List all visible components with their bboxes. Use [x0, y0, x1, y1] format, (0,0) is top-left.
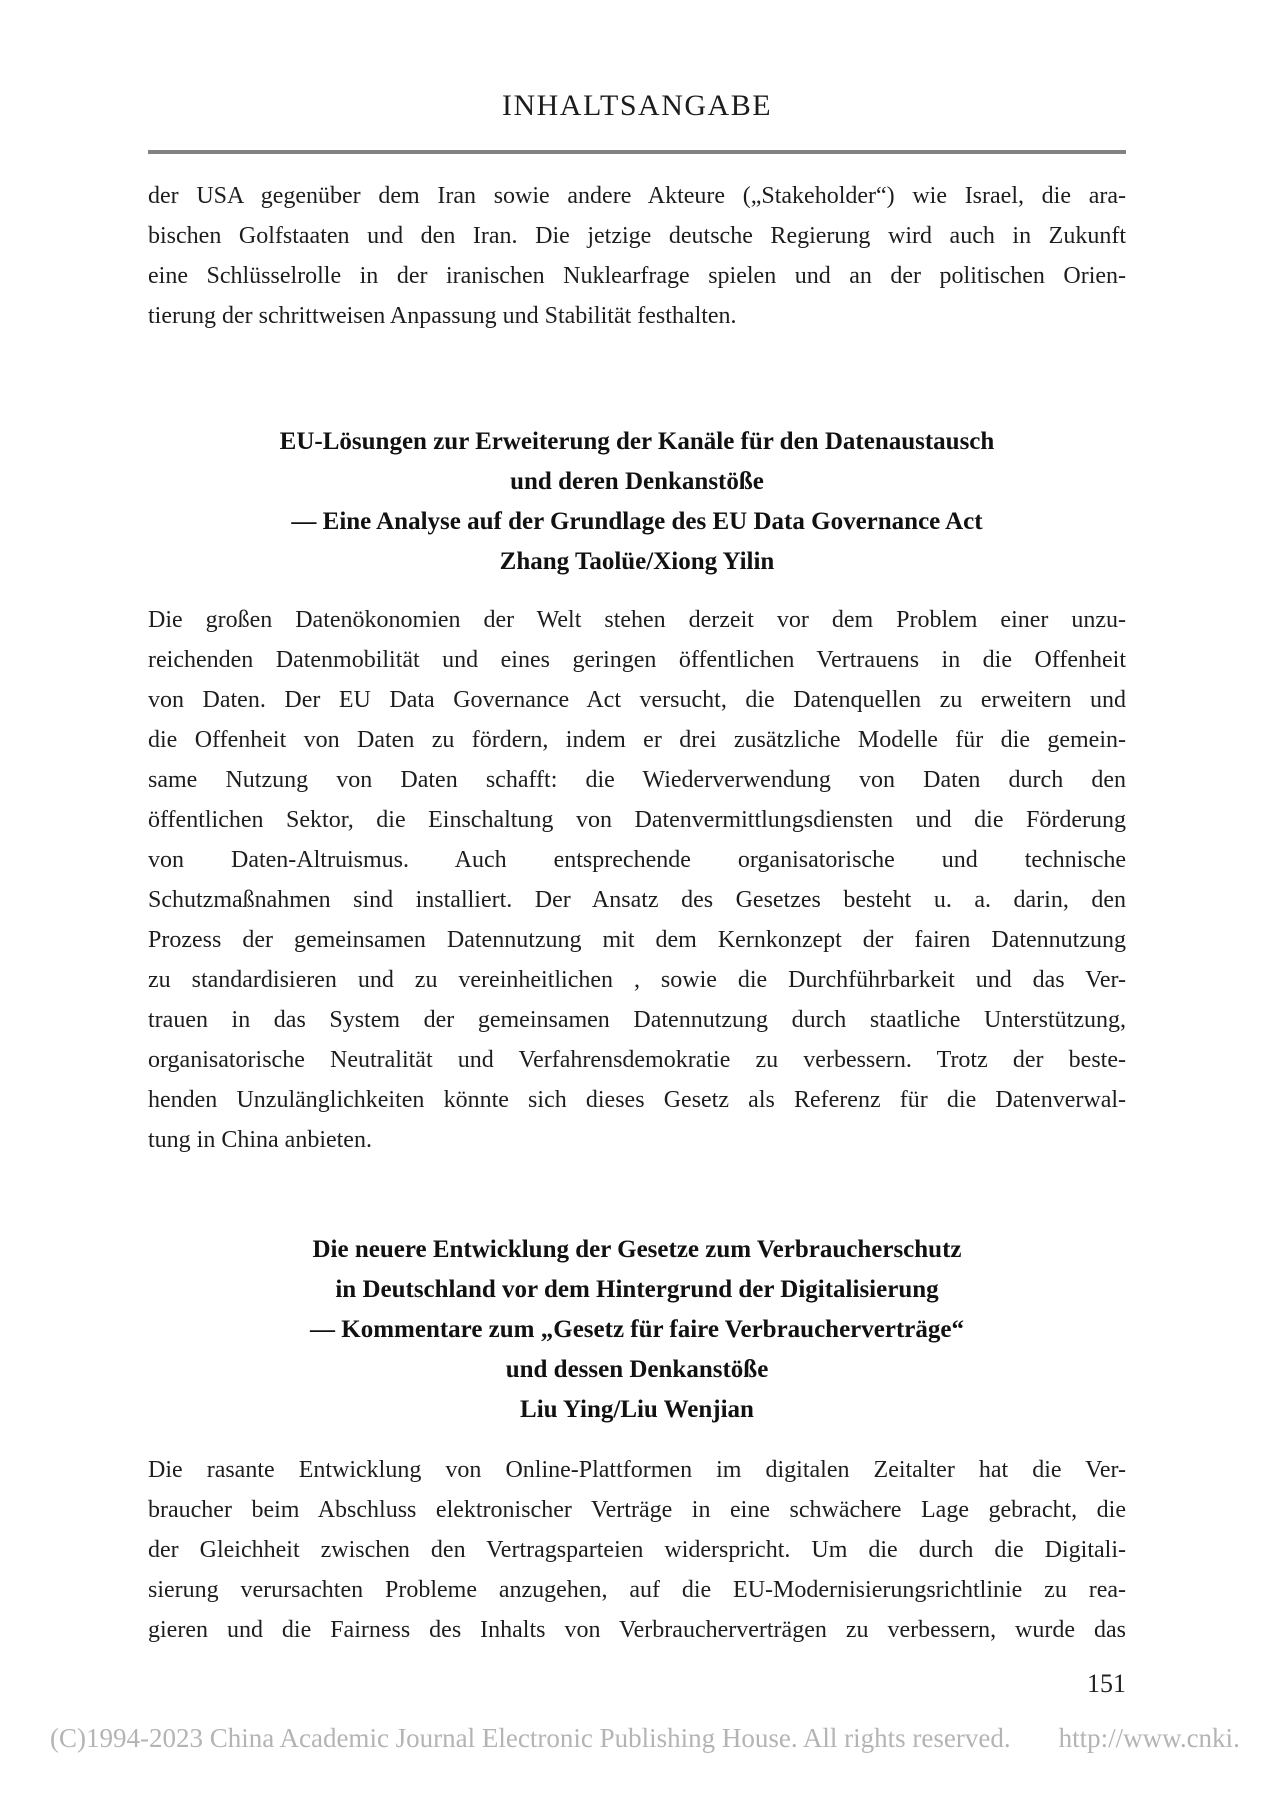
- abstract-line: zu standardisieren und zu vereinheitlichen , sowie die Durchführbarkeit und das Ver-: [148, 967, 1126, 993]
- abstract-line: sierung verursachten Probleme anzugehen, auf die EU-Modernisierungsrichtlinie zu rea-: [148, 1577, 1126, 1603]
- header-divider: [148, 150, 1126, 154]
- intro-line: tierung der schrittweisen Anpassung und Stabilität festhalten.: [148, 303, 737, 329]
- article-1-title-block: [148, 422, 1126, 582]
- article-2-abstract: [148, 1450, 1126, 1650]
- intro-line: eine Schlüsselrolle in der iranischen Nuklearfrage spielen und an der politischen Orien-: [148, 263, 1126, 289]
- copyright-text: (C)1994-2023 China Academic Journal Electronic Publishing House. All rights reserved.: [50, 1723, 1011, 1753]
- copyright-footer: [50, 1718, 1240, 1758]
- abstract-line: same Nutzung von Daten schafft: die Wiederverwendung von Daten durch den: [148, 767, 1126, 793]
- intro-line: bischen Golfstaaten und den Iran. Die jetzige deutsche Regierung wird auch in Zukunft: [148, 223, 1126, 249]
- article-2-title-line: in Deutschland vor dem Hintergrund der Digitalisierung: [335, 1276, 939, 1303]
- page-content: [148, 0, 1126, 1704]
- abstract-line: braucher beim Abschluss elektronischer Verträge in eine schwächere Lage gebracht, die: [148, 1497, 1126, 1523]
- intro-line: der USA gegenüber dem Iran sowie andere Akteure („Stakeholder“) wie Israel, die ara-: [148, 183, 1126, 209]
- abstract-line: Die großen Datenökonomien der Welt stehen derzeit vor dem Problem einer unzu-: [148, 607, 1126, 633]
- toc-heading: INHALTSANGABE: [501, 89, 773, 122]
- article-1-title-line: — Eine Analyse auf der Grundlage des EU Data Governance Act: [291, 508, 983, 535]
- footer-url: http://www.cnki.: [1058, 1723, 1240, 1753]
- abstract-line: öffentlichen Sektor, die Einschaltung von Datenvermittlungsdiensten und die Förderung: [148, 807, 1126, 833]
- abstract-line: Schutzmaßnahmen sind installiert. Der Ansatz des Gesetzes besteht u. a. darin, den: [148, 887, 1126, 913]
- abstract-line: der Gleichheit zwischen den Vertragsparteien widerspricht. Um die durch die Digitali-: [148, 1537, 1126, 1563]
- abstract-line: organisatorische Neutralität und Verfahrensdemokratie zu verbessern. Trotz der beste-: [148, 1047, 1126, 1073]
- abstract-line: Prozess der gemeinsamen Datennutzung mit dem Kernkonzept der fairen Datennutzung: [148, 927, 1126, 953]
- abstract-line: Die rasante Entwicklung von Online-Plattformen im digitalen Zeitalter hat die Ver-: [148, 1457, 1126, 1483]
- abstract-line: gieren und die Fairness des Inhalts von Verbraucherverträgen zu verbessern, wurde das: [148, 1617, 1126, 1643]
- article-1-abstract: [148, 600, 1126, 1160]
- abstract-line: reichenden Datenmobilität und eines geringen öffentlichen Vertrauens in die Offenheit: [148, 647, 1126, 673]
- article-1-title-line: und deren Denkanstöße: [510, 468, 764, 495]
- article-2-title-line: — Kommentare zum „Gesetz für faire Verbraucherverträge“: [310, 1316, 964, 1343]
- abstract-line: von Daten-Altruismus. Auch entsprechende organisatorische und technische: [148, 847, 1126, 873]
- article-2-title-line: Die neuere Entwicklung der Gesetze zum Verbraucherschutz: [312, 1236, 962, 1263]
- abstract-line: tung in China anbieten.: [148, 1127, 372, 1153]
- abstract-line: henden Unzulänglichkeiten könnte sich dieses Gesetz als Referenz für die Datenverwal-: [148, 1087, 1126, 1113]
- abstract-line: von Daten. Der EU Data Governance Act versucht, die Datenquellen zu erweitern und: [148, 687, 1126, 713]
- intro-paragraph: [148, 176, 1126, 336]
- page-number: 151: [1087, 1669, 1126, 1698]
- article-2-title-block: [148, 1230, 1126, 1430]
- article-1-title-line: EU-Lösungen zur Erweiterung der Kanäle für den Datenaustausch: [279, 428, 995, 455]
- article-2-authors: Liu Ying/Liu Wenjian: [520, 1396, 754, 1423]
- abstract-line: trauen in das System der gemeinsamen Datennutzung durch staatliche Unterstützung,: [148, 1007, 1126, 1033]
- article-2-title-line: und dessen Denkanstöße: [505, 1356, 769, 1383]
- abstract-line: die Offenheit von Daten zu fördern, indem er drei zusätzliche Modelle für die gemein-: [148, 727, 1126, 753]
- article-1-authors: Zhang Taolüe/Xiong Yilin: [499, 548, 775, 575]
